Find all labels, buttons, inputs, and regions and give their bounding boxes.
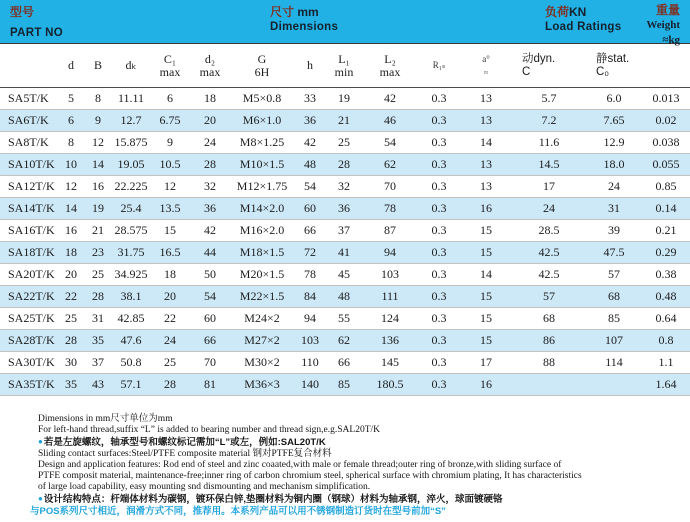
table-cell: 107 <box>586 330 642 352</box>
table-cell: 12 <box>58 176 84 198</box>
header-weight <box>646 3 680 48</box>
table-cell: 48 <box>294 154 326 176</box>
table-cell: 13 <box>460 176 512 198</box>
table-cell: 24 <box>512 198 586 220</box>
table-cell: 54 <box>294 176 326 198</box>
table-cell: 7.65 <box>586 110 642 132</box>
table-cell: 16 <box>84 176 112 198</box>
table-cell: M27×2 <box>230 330 294 352</box>
table-cell: 14 <box>58 198 84 220</box>
table-cell: 0.3 <box>418 374 460 396</box>
table-cell: 46 <box>362 110 418 132</box>
table-cell: 88 <box>512 352 586 374</box>
table-cell: 16 <box>460 198 512 220</box>
table-cell: 0.38 <box>642 264 690 286</box>
table-row <box>0 330 690 352</box>
table-row <box>0 374 690 396</box>
table-cell: 31.75 <box>112 242 150 264</box>
table-cell: M24×2 <box>230 308 294 330</box>
table-cell: 13 <box>460 154 512 176</box>
table-cell: 72 <box>294 242 326 264</box>
table-row <box>0 308 690 330</box>
table-row <box>0 132 690 154</box>
footnote-line: 与POS系列尺寸相近，润滑方式不同，推荐用。本系列产品可以用不锈钢制造订货时在型号前加“S” <box>30 506 446 517</box>
table-cell: 17 <box>460 352 512 374</box>
table-row <box>0 176 690 198</box>
table-cell: 12 <box>84 132 112 154</box>
table-cell: 111 <box>362 286 418 308</box>
table-cell: M8×1.25 <box>230 132 294 154</box>
part-no-cell: SA18T/K <box>0 242 58 264</box>
table-cell: 6 <box>150 88 190 110</box>
table-cell: 19.05 <box>112 154 150 176</box>
table-cell: 103 <box>294 330 326 352</box>
table-cell: 13 <box>460 110 512 132</box>
table-cell: 24 <box>586 176 642 198</box>
table-cell: 18 <box>190 88 230 110</box>
table-cell: 28 <box>326 154 362 176</box>
table-cell: 37 <box>326 220 362 242</box>
table-cell: 15 <box>460 286 512 308</box>
table-cell: 0.8 <box>642 330 690 352</box>
table-cell: 5 <box>58 88 84 110</box>
table-cell: 54 <box>190 286 230 308</box>
column-header: C₁ max <box>150 44 190 88</box>
table-cell: 70 <box>362 176 418 198</box>
table-cell: 62 <box>362 154 418 176</box>
bullet-icon: ● <box>38 437 43 446</box>
table-cell: M20×1.5 <box>230 264 294 286</box>
table-cell: 0.3 <box>418 110 460 132</box>
table-cell: 20 <box>150 286 190 308</box>
load-unit: KN <box>569 5 587 19</box>
table-cell: M30×2 <box>230 352 294 374</box>
table-cell: 22.225 <box>112 176 150 198</box>
column-header: h <box>294 44 326 88</box>
table-cell: M36×3 <box>230 374 294 396</box>
dims-label-en: Dimensions <box>270 21 339 33</box>
table-cell: 33 <box>294 88 326 110</box>
table-cell: 42.5 <box>512 242 586 264</box>
table-cell: 94 <box>362 242 418 264</box>
footnote-line: Sliding contact surfaces:Steel/PTFE composite material 钢对PTFE复合材料 <box>38 449 332 459</box>
table-cell: 124 <box>362 308 418 330</box>
table-cell: M14×2.0 <box>230 198 294 220</box>
table-cell: 12.7 <box>112 110 150 132</box>
table-cell: 0.14 <box>642 198 690 220</box>
table-cell: 14 <box>460 132 512 154</box>
table-cell: 20 <box>190 110 230 132</box>
table-cell: 0.3 <box>418 198 460 220</box>
table-cell: 0.48 <box>642 286 690 308</box>
table-cell: 25 <box>326 132 362 154</box>
table-cell: 57.1 <box>112 374 150 396</box>
part-no-cell: SA14T/K <box>0 198 58 220</box>
bullet-icon: ● <box>38 494 43 503</box>
part-no-cell: SA16T/K <box>0 220 58 242</box>
table-row <box>0 352 690 374</box>
weight-unit: ≈kg <box>662 34 680 46</box>
table-cell: 28 <box>58 330 84 352</box>
table-cell: 24 <box>190 132 230 154</box>
table-cell: 86 <box>512 330 586 352</box>
table-cell: 44 <box>190 242 230 264</box>
table-cell: 31 <box>586 198 642 220</box>
footnote-line: For left-hand thread,suffix “L” is added to bearing number and thread sign,e.g.SAL20T/K <box>38 425 380 435</box>
table-cell: 57 <box>512 286 586 308</box>
table-cell: 50 <box>190 264 230 286</box>
table-cell: 5.7 <box>512 88 586 110</box>
part-no-cell: SA10T/K <box>0 154 58 176</box>
table-cell: 62 <box>326 330 362 352</box>
column-header: G 6H <box>230 44 294 88</box>
table-row <box>0 88 690 110</box>
table-cell: 78 <box>294 264 326 286</box>
table-cell: 81 <box>190 374 230 396</box>
table-cell: 57 <box>586 264 642 286</box>
table-cell: 9 <box>84 110 112 132</box>
spec-table <box>0 44 690 396</box>
table-cell: 0.3 <box>418 308 460 330</box>
table-cell: 19 <box>84 198 112 220</box>
table-cell: 60 <box>190 308 230 330</box>
table-cell: 28 <box>84 286 112 308</box>
table-cell: 18 <box>150 264 190 286</box>
table-cell: 50.8 <box>112 352 150 374</box>
table-cell: 36 <box>190 198 230 220</box>
table-cell: 24 <box>150 330 190 352</box>
table-cell: 25 <box>58 308 84 330</box>
table-cell: 34.925 <box>112 264 150 286</box>
table-cell: 32 <box>190 176 230 198</box>
table-cell: 7.2 <box>512 110 586 132</box>
table-cell: M22×1.5 <box>230 286 294 308</box>
table-cell: 54 <box>362 132 418 154</box>
part-no-cell: SA20T/K <box>0 264 58 286</box>
table-cell: 42 <box>294 132 326 154</box>
table-row <box>0 198 690 220</box>
table-cell: 10.5 <box>150 154 190 176</box>
table-cell: 0.3 <box>418 330 460 352</box>
table-cell: 25 <box>84 264 112 286</box>
table-cell: 38.1 <box>112 286 150 308</box>
table-cell: 0.3 <box>418 176 460 198</box>
table-cell: 0.055 <box>642 154 690 176</box>
table-cell: M6×1.0 <box>230 110 294 132</box>
table-cell: 0.038 <box>642 132 690 154</box>
table-cell: 136 <box>362 330 418 352</box>
table-cell: 36 <box>294 110 326 132</box>
table-cell: 22 <box>58 286 84 308</box>
table-cell: 16.5 <box>150 242 190 264</box>
table-header-band <box>0 0 690 44</box>
header-load-ratings <box>545 5 621 35</box>
column-header: 静stat. C₀ <box>586 44 642 88</box>
table-row <box>0 220 690 242</box>
table-cell: 12.9 <box>586 132 642 154</box>
column-header: L₁ min <box>326 44 362 88</box>
table-cell: 0.3 <box>418 242 460 264</box>
column-header: R₁ₛ <box>418 44 460 88</box>
part-no-cell: SA25T/K <box>0 308 58 330</box>
table-cell: 31 <box>84 308 112 330</box>
table-cell <box>586 374 642 396</box>
table-cell <box>512 374 586 396</box>
table-cell: M12×1.75 <box>230 176 294 198</box>
column-header: a° ≈ <box>460 44 512 88</box>
table-cell: 43 <box>84 374 112 396</box>
table-cell: 23 <box>84 242 112 264</box>
table-cell: 10 <box>58 154 84 176</box>
table-cell: 66 <box>326 352 362 374</box>
table-row <box>0 264 690 286</box>
table-cell: 37 <box>84 352 112 374</box>
table-cell: 0.3 <box>418 88 460 110</box>
table-cell: 18.0 <box>586 154 642 176</box>
footnote-line: PTFE composit material, maintenance-free;inner ring of carbon chromium steel, spherical surface with chromium plating, It has characteristics <box>38 471 582 481</box>
table-cell: 16 <box>58 220 84 242</box>
table-cell: 180.5 <box>362 374 418 396</box>
column-header-row <box>0 44 690 88</box>
column-header <box>0 44 58 88</box>
table-cell: 8 <box>58 132 84 154</box>
table-cell: 0.29 <box>642 242 690 264</box>
weight-label-zh: 重量 <box>655 3 680 17</box>
table-cell: 14 <box>460 264 512 286</box>
table-cell: 16 <box>460 374 512 396</box>
part-no-cell: SA22T/K <box>0 286 58 308</box>
table-cell: 45 <box>326 264 362 286</box>
column-header: dₖ <box>112 44 150 88</box>
table-cell: 13.5 <box>150 198 190 220</box>
table-cell: M18×1.5 <box>230 242 294 264</box>
table-cell: 0.3 <box>418 352 460 374</box>
footnote-line: Dimensions in mm尺寸单位为mm <box>38 414 173 424</box>
table-cell: 13 <box>460 88 512 110</box>
table-cell: 84 <box>294 286 326 308</box>
table-cell: 68 <box>512 308 586 330</box>
table-cell: 11.6 <box>512 132 586 154</box>
table-cell: 42.5 <box>512 264 586 286</box>
table-cell: 14.5 <box>512 154 586 176</box>
table-cell: 85 <box>326 374 362 396</box>
table-cell: 41 <box>326 242 362 264</box>
table-cell: 0.02 <box>642 110 690 132</box>
table-cell: 18 <box>58 242 84 264</box>
table-cell: 9 <box>150 132 190 154</box>
table-cell: 20 <box>58 264 84 286</box>
footnotes <box>0 414 690 518</box>
table-row <box>0 110 690 132</box>
table-cell: 15 <box>460 308 512 330</box>
table-cell: 39 <box>586 220 642 242</box>
table-cell: 0.013 <box>642 88 690 110</box>
part-no-label-zh: 型号 <box>10 5 35 19</box>
table-cell: 28 <box>190 154 230 176</box>
table-cell: 0.85 <box>642 176 690 198</box>
table-cell: 25 <box>150 352 190 374</box>
table-cell: 0.21 <box>642 220 690 242</box>
table-cell: 6.0 <box>586 88 642 110</box>
table-cell: 14 <box>84 154 112 176</box>
load-label-zh: 负荷 <box>545 5 570 19</box>
table-cell: 0.3 <box>418 264 460 286</box>
part-no-cell: SA35T/K <box>0 374 58 396</box>
table-cell: 30 <box>58 352 84 374</box>
table-cell: 25.4 <box>112 198 150 220</box>
table-cell: 12 <box>150 176 190 198</box>
column-header: L₂ max <box>362 44 418 88</box>
table-cell: 42.85 <box>112 308 150 330</box>
table-cell: M10×1.5 <box>230 154 294 176</box>
part-no-cell: SA12T/K <box>0 176 58 198</box>
dims-unit: mm <box>297 5 319 19</box>
table-cell: 110 <box>294 352 326 374</box>
table-cell: 55 <box>326 308 362 330</box>
table-cell: 94 <box>294 308 326 330</box>
weight-label-en: Weight <box>646 19 680 31</box>
column-header: d₂ max <box>190 44 230 88</box>
table-cell: 15 <box>460 220 512 242</box>
footnote-line: of large load capability, easy mounting snd dismounting and mechanism simplification. <box>38 482 371 492</box>
table-cell: 47.6 <box>112 330 150 352</box>
table-cell: 35 <box>84 330 112 352</box>
part-no-cell: SA6T/K <box>0 110 58 132</box>
table-cell: 87 <box>362 220 418 242</box>
table-cell: 15 <box>460 330 512 352</box>
table-cell: 6.75 <box>150 110 190 132</box>
table-cell: 15 <box>150 220 190 242</box>
table-cell: 28.575 <box>112 220 150 242</box>
table-cell: M16×2.0 <box>230 220 294 242</box>
table-cell: 1.1 <box>642 352 690 374</box>
table-cell: 21 <box>84 220 112 242</box>
part-no-cell: SA5T/K <box>0 88 58 110</box>
table-cell: 11.11 <box>112 88 150 110</box>
table-cell: 42 <box>362 88 418 110</box>
table-cell: 36 <box>326 198 362 220</box>
table-cell: 42 <box>190 220 230 242</box>
table-cell: 103 <box>362 264 418 286</box>
table-cell: 85 <box>586 308 642 330</box>
part-no-cell: SA8T/K <box>0 132 58 154</box>
table-cell: M5×0.8 <box>230 88 294 110</box>
table-cell: 32 <box>326 176 362 198</box>
table-cell: 145 <box>362 352 418 374</box>
dims-label-zh: 尺寸 <box>270 5 295 19</box>
footnote-line: ●若是左旋螺纹，轴承型号和螺纹标记需加“L”或左，例如:SAL20T/K <box>38 437 326 448</box>
part-no-cell: SA28T/K <box>0 330 58 352</box>
table-cell: 0.3 <box>418 132 460 154</box>
table-row <box>0 154 690 176</box>
column-header: B <box>84 44 112 88</box>
table-cell: 0.64 <box>642 308 690 330</box>
table-cell: 28 <box>150 374 190 396</box>
header-dimensions <box>270 5 338 35</box>
table-cell: 114 <box>586 352 642 374</box>
table-cell: 15.875 <box>112 132 150 154</box>
table-cell: 1.64 <box>642 374 690 396</box>
table-cell: 60 <box>294 198 326 220</box>
part-no-cell: SA30T/K <box>0 352 58 374</box>
table-cell: 48 <box>326 286 362 308</box>
table-cell: 15 <box>460 242 512 264</box>
table-cell: 0.3 <box>418 286 460 308</box>
column-header: d <box>58 44 84 88</box>
table-cell: 66 <box>190 330 230 352</box>
table-row <box>0 242 690 264</box>
load-label-en: Load Ratings <box>545 21 622 33</box>
table-cell: 21 <box>326 110 362 132</box>
table-cell: 47.5 <box>586 242 642 264</box>
table-cell: 0.3 <box>418 220 460 242</box>
column-header <box>642 44 690 88</box>
table-cell: 17 <box>512 176 586 198</box>
column-header: 动dyn. C <box>512 44 586 88</box>
footnote-line: Design and application features: Rod end of steel and zinc coaated,with male or female thread;outer ring of bronze,with sliding surface of <box>38 460 562 470</box>
table-cell: 78 <box>362 198 418 220</box>
part-no-label-en: PART NO <box>10 27 63 39</box>
table-cell: 8 <box>84 88 112 110</box>
table-cell: 68 <box>586 286 642 308</box>
table-cell: 140 <box>294 374 326 396</box>
table-cell: 22 <box>150 308 190 330</box>
table-cell: 19 <box>326 88 362 110</box>
table-cell: 28.5 <box>512 220 586 242</box>
footnote-line: ●设计结构特点：杆端体材料为碳钢，镀环保白锌,垫圈材料为铜内圈（钢球）材料为轴承钢，淬火，球面镀硬铬 <box>38 494 503 505</box>
table-cell: 6 <box>58 110 84 132</box>
table-cell: 35 <box>58 374 84 396</box>
header-part-no <box>10 5 63 41</box>
table-cell: 66 <box>294 220 326 242</box>
table-row <box>0 286 690 308</box>
table-cell: 70 <box>190 352 230 374</box>
table-cell: 0.3 <box>418 154 460 176</box>
